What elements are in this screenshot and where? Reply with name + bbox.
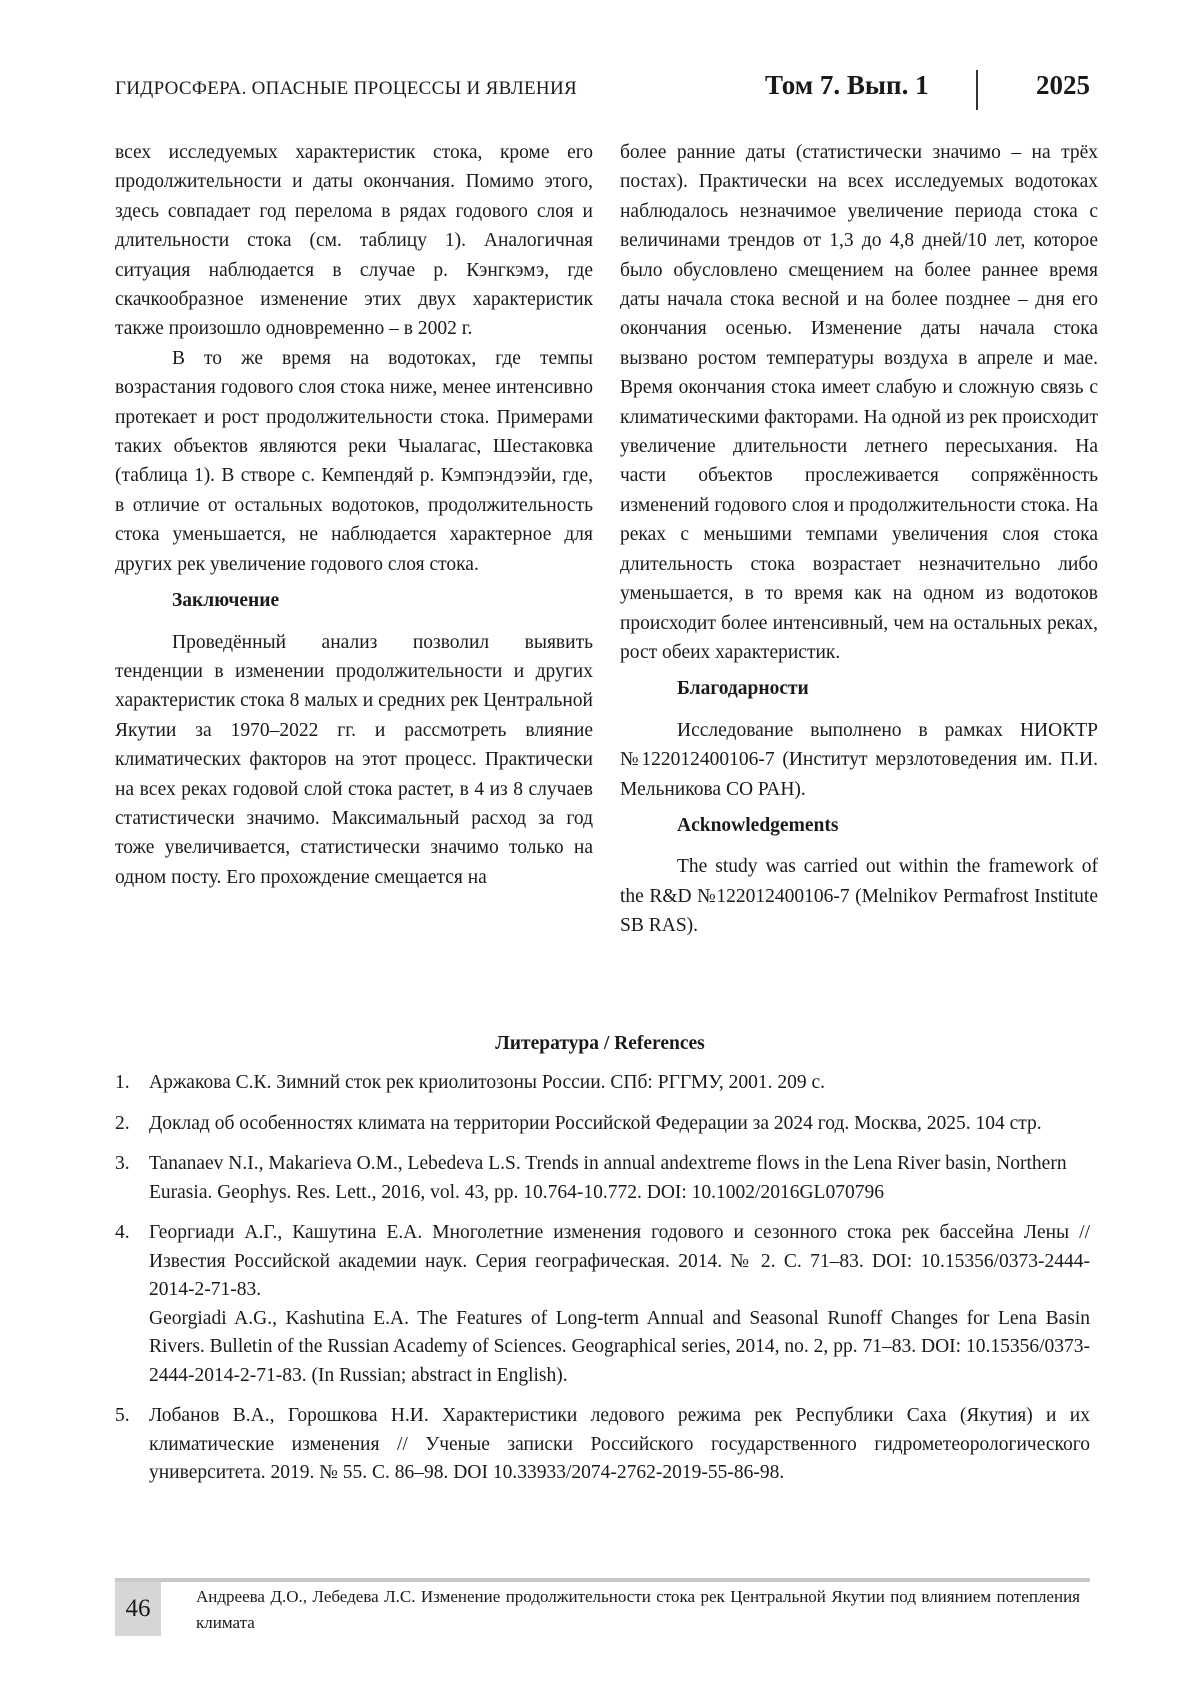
footer-rule — [115, 1578, 1090, 1582]
journal-title: ГИДРОСФЕРА. ОПАСНЫЕ ПРОЦЕССЫ И ЯВЛЕНИЯ — [115, 78, 577, 99]
reference-number: 5. — [115, 1405, 130, 1426]
reference-text: Аржакова С.К. Зимний сток рек криолитозоны России. СПб: РГГМУ, 2001. 209 с. — [149, 1072, 825, 1093]
thanks-heading: Благодарности — [677, 678, 809, 700]
publication-year: 2025 — [1036, 70, 1090, 100]
left-paragraph-2: В то же время на водотоках, где темпы возрастания годового слоя стока ниже, менее интенсивно протекает и рост продолжительности стока. Примерами таких объектов являются реки Чыалагас, Шестаковка (таблица 1). В створе с. Кемпендяй р. Кэмпэндээйи, где, в отличие от остальных водотоков, продолжительность стока уменьшается, не наблюдается характерное для других рек увеличение годового слоя стока. — [115, 347, 593, 575]
reference-number: 1. — [115, 1072, 130, 1093]
page-number: 46 — [115, 1582, 161, 1636]
reference-number: 2. — [115, 1112, 130, 1134]
reference-text: Tananaev N.I., Makarieva O.M., Lebedeva L.S. Trends in annual andextreme flows in the Lena River basin, Northern Eurasia. Geophys. Res. Lett., 2016, vol. 43, pp. 10.764-10.772. DOI: 10.1002/2016GL070796 — [149, 1153, 1067, 1203]
reference-list — [115, 1069, 1090, 1500]
reference-item — [115, 1110, 1090, 1139]
left-paragraph-1: всех исследуемых характеристик стока, кроме его продолжительности и даты окончания. Помимо этого, здесь совпадает год перелома в рядах годового слоя и длительности стока (см. таблицу 1). Аналогичная ситуация наблюдается в случае р. Кэнгкэмэ, где скачкообразное изменение этих двух характеристик также произошло одновременно – в 2002 г. — [115, 142, 593, 340]
acknowledgements-text: The study was carried out within the framework of the R&D №122012400106-7 (Melnikov Permafrost Institute SB RAS). — [620, 856, 1098, 937]
reference-text: Доклад об особенностях климата на территории Российской Федерации за 2024 год. Москва, 2025. 104 стр. — [149, 1112, 1042, 1134]
thanks-text: Исследование выполнено в рамках НИОКТР №122012400106-7 (Институт мерзлотоведения им. П.И. Мельникова СО РАН). — [620, 719, 1098, 800]
right-column — [620, 138, 1098, 941]
header-divider — [976, 70, 978, 110]
reference-item — [115, 1402, 1090, 1488]
reference-text: Лобанов В.А., Горошкова Н.И. Характеристики ледового режима рек Республики Саха (Якутия) и их климатические изменения // Ученые записки Российского государственного гидрометеорологического университета. 2019. № 55. С. 86–98. DOI 10.33933/2074-2762-2019-55-86-98. — [149, 1405, 1090, 1483]
references-title: Литература / References — [495, 1033, 705, 1054]
reference-text: Георгиади А.Г., Кашутина Е.А. Многолетние изменения годового и сезонного стока рек бассейна Лены // Известия Российской академии наук. Серия географическая. 2014. № 2. С. 71–83. DOI: 10.15356/0373-2444-2014-2-71-83. — [149, 1222, 1090, 1300]
conclusion-paragraph: Проведённый анализ позволил выявить тенденции в изменении продолжительности и других характеристик стока 8 малых и средних рек Центральной Якутии за 1970–2022 гг. и рассмотреть влияние климатических факторов на этот процесс. Практически на всех реках годовой слой стока растет, в 4 из 8 случаев статистически значимо. Максимальный расход за год тоже увеличивается, статистически значимо только на одном посту. Его прохождение смещается на — [115, 631, 593, 888]
reference-number: 3. — [115, 1153, 130, 1174]
reference-item — [115, 1219, 1090, 1390]
right-paragraph-1: более ранние даты (статистически значимо – на трёх постах). Практически на всех исследуемых водотоках наблюдалось незначимое увеличение периода стока с величинами трендов от 1,3 до 4,8 дней/10 лет, которое было обусловлено смещением на более раннее время даты начала стока весной и на более позднее – дня его окончания осенью. Изменение даты начала стока вызвано ростом температуры воздуха в апреле и мае. Время окончания стока имеет слабую и сложную связь с климатическими факторами. На одной из рек происходит увеличение длительности летнего пересыхания. На части объектов прослеживается сопряжённость изменений годового слоя и продолжительности стока. На реках с меньшими темпами увеличения слоя стока длительность стока возрастает незначительно либо уменьшается, в то время как на одном из водотоков происходит более интенсивный, чем на остальных реках, рост обеих характеристик. — [620, 142, 1098, 663]
conclusion-heading: Заключение — [172, 590, 280, 612]
footer-citation: Андреева Д.О., Лебедева Л.С. Изменение продолжительности стока рек Центральной Якутии под влиянием потепления климата — [196, 1587, 1080, 1632]
volume-issue: Том 7. Вып. 1 — [765, 70, 929, 100]
reference-number: 4. — [115, 1222, 130, 1243]
acknowledgements-heading: Acknowledgements — [677, 814, 839, 836]
reference-item — [115, 1150, 1090, 1207]
reference-item — [115, 1069, 1090, 1098]
left-column — [115, 138, 593, 892]
running-header — [115, 70, 1090, 112]
reference-text-english: Georgiadi A.G., Kashutina E.A. The Features of Long-term Annual and Seasonal Runoff Changes for Lena Basin Rivers. Bulletin of the Russian Academy of Sciences. Geographical series, 2014, no. 2, pp. 71–83. DOI: 10.15356/0373-2444-2014-2-71-83. (In Russian; abstract in English). — [149, 1307, 1090, 1386]
